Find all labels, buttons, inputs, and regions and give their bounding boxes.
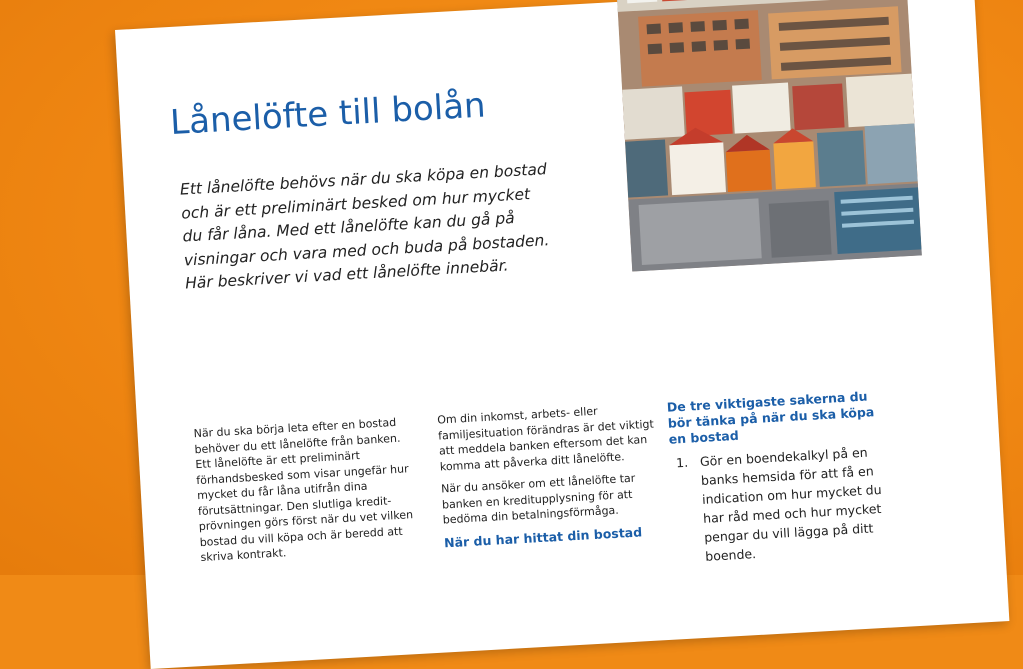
tips-list	[670, 442, 891, 568]
brochure-page	[115, 0, 1009, 669]
page-title: Lånelöfte till bolån	[169, 85, 487, 144]
column-2-paragraph-1: Om din inkomst, arbets- eller familjesituation förändras är det viktigt att meddela banken eftersom det kan komma att påverka ditt lånelöfte.	[436, 404, 655, 474]
column-3-heading: De tre viktigaste sakerna du bör tänka på när du ska köpa en bostad	[666, 388, 875, 447]
city-houses-illustration	[616, 0, 922, 272]
city-houses-photo	[616, 0, 922, 272]
column-2-paragraph-2: När du ansöker om ett lånelöfte tar banken en kreditupplysning för att bedöma din betalningsförmåga.	[440, 471, 636, 527]
column-2-subheading: När du har hittat din bostad	[443, 523, 643, 550]
intro-paragraph: Ett lånelöfte behövs när du ska köpa en bostad och är ett preliminärt besked om hur mycket du får låna. Med ett lånelöfte kan du gå på visningar och vara med och buda på bostaden. Här beskriver vi vad ett lånelöfte innebär.	[179, 160, 550, 293]
column-1-paragraph: När du ska börja leta efter en bostad behöver du ett lånelöfte från banken. Ett lånelöfte är ett preliminärt förhandsbesked som visar ungefär hur mycket du får låna utifrån dina förutsättningar. Den slutliga kredit-prövningen görs först när du vet vilken bostad du vill köpa och är beredd att skriva kontrakt.	[193, 415, 414, 565]
column-3	[667, 388, 891, 568]
list-item: 1. Gör en boendekalkyl på en banks hemsida för att få en indication om hur mycket du har råd med och hur mycket pengar du vill lägga på ditt boende.	[691, 442, 890, 567]
column-2	[437, 400, 667, 557]
column-1	[193, 414, 423, 573]
